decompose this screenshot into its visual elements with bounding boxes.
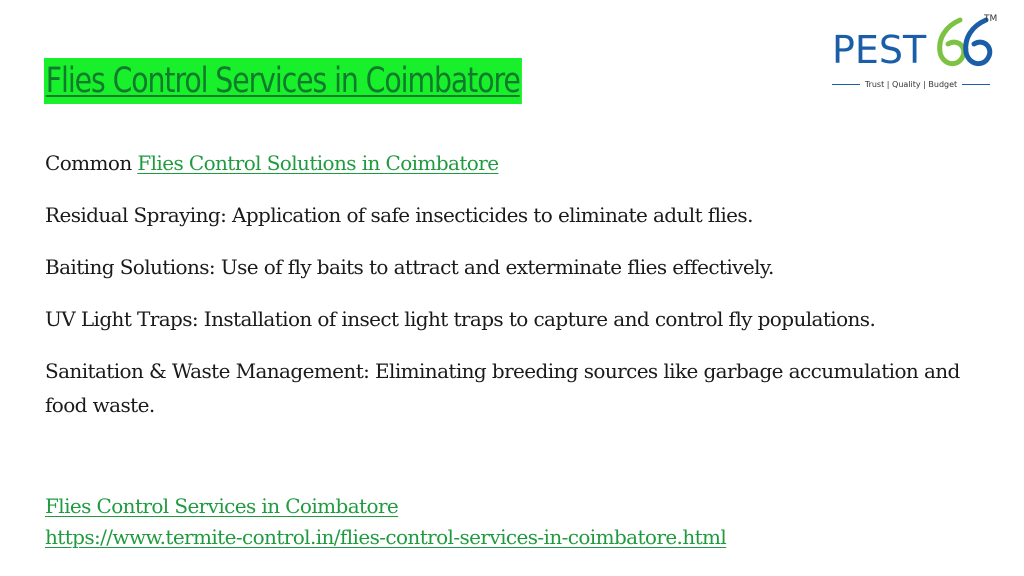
intro-prefix: Common [45, 151, 138, 175]
services-url-link[interactable]: https://www.termite-control.in/flies-control-services-in-coimbatore.html [45, 525, 727, 549]
logo-tagline [832, 80, 990, 89]
bullet-sanitation: Sanitation & Waste Management: Eliminating breeding sources like garbage accumulation and food waste. [45, 359, 960, 417]
solutions-link[interactable]: Flies Control Solutions in Coimbatore [137, 151, 499, 175]
tagline-rule-left [832, 84, 860, 85]
services-link[interactable]: Flies Control Services in Coimbatore [45, 494, 399, 518]
logo-66-mark-icon [930, 16, 994, 72]
bullet-baiting-solutions: Baiting Solutions: Use of fly baits to attract and exterminate flies effectively. [45, 255, 774, 279]
bullet-uv-light-traps: UV Light Traps: Installation of insect light traps to capture and control fly populations. [45, 307, 876, 331]
body-content [45, 146, 965, 440]
pest66-logo [832, 12, 1002, 96]
tagline-text: Trust | Quality | Budget [864, 80, 958, 89]
bullet-residual-spraying: Residual Spraying: Application of safe insecticides to eliminate adult flies. [45, 203, 753, 227]
intro-line [45, 146, 965, 180]
footer-links [45, 491, 726, 553]
page-title[interactable]: Flies Control Services in Coimbatore [44, 58, 521, 104]
trademark-mark: TM [984, 14, 998, 24]
logo-wordmark: PEST [832, 28, 927, 72]
tagline-rule-right [962, 84, 990, 85]
